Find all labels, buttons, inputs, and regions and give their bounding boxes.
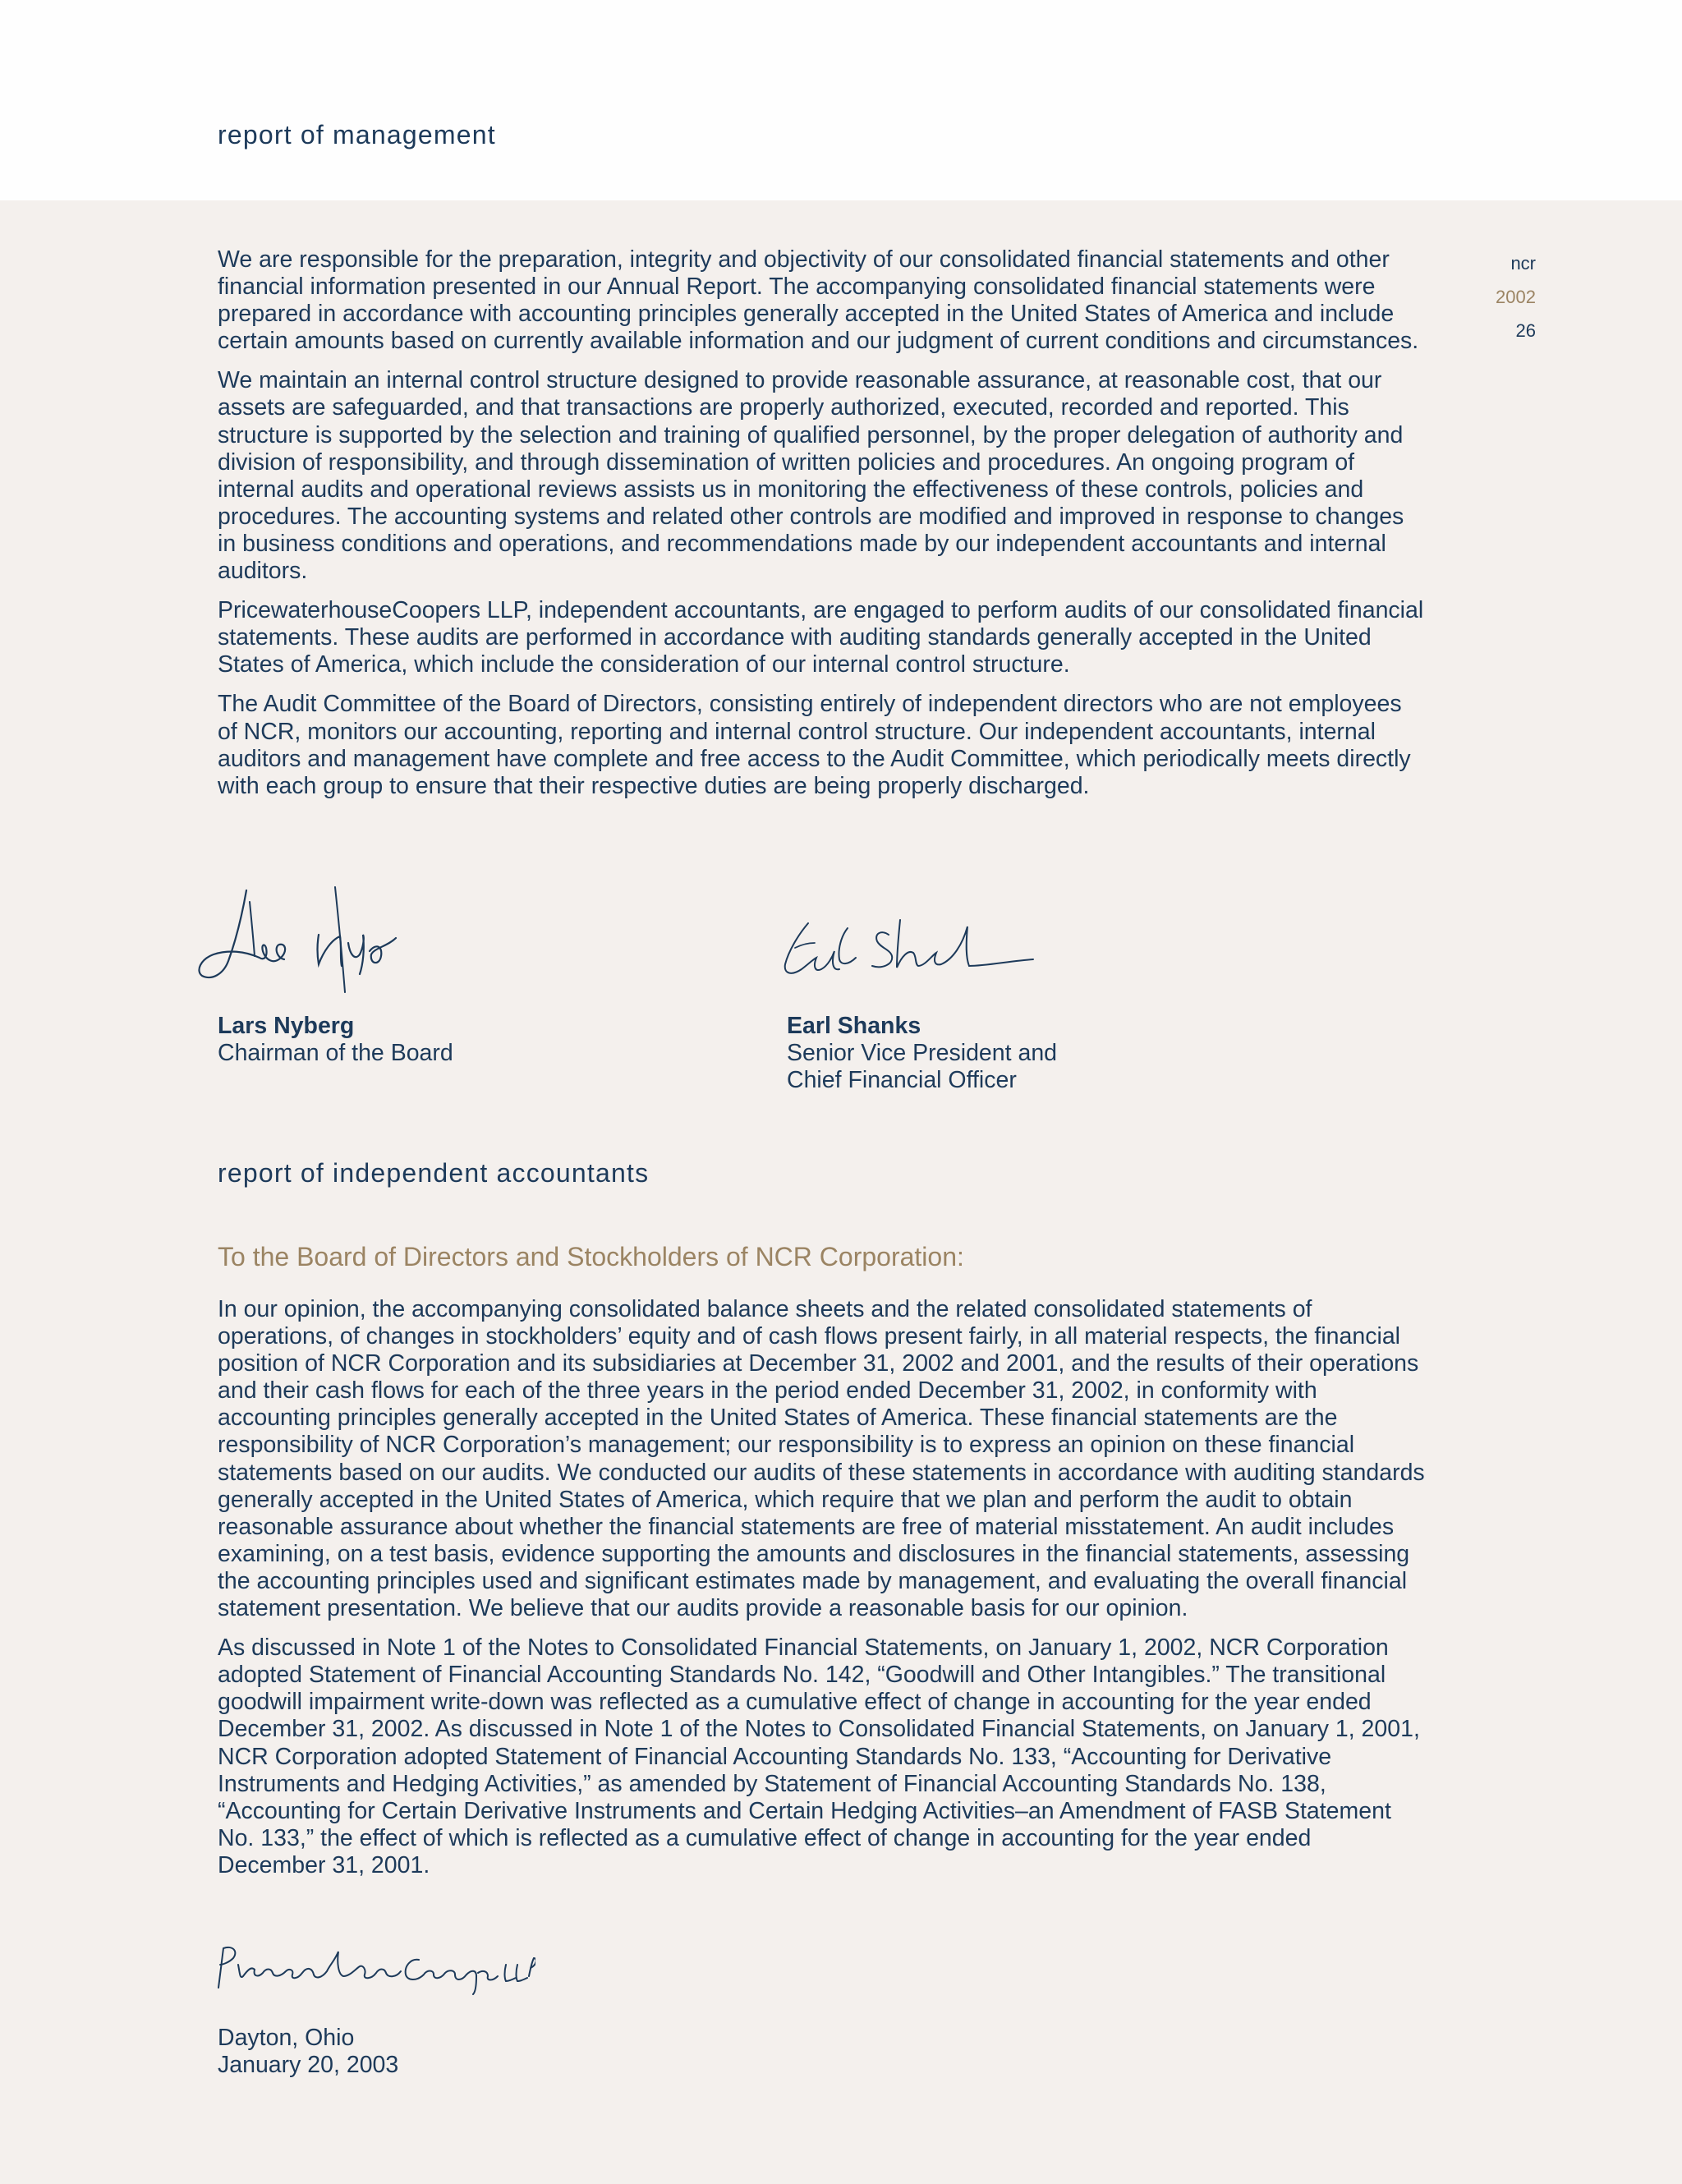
signer-title: Senior Vice President and [787,1040,1058,1067]
salutation: To the Board of Directors and Stockholders of NCR Corporation: [218,1242,964,1271]
page-number: 26 [1515,320,1536,341]
header-band [0,0,1682,200]
signer-title: Chairman of the Board [218,1040,453,1067]
signature-pwc [215,1940,535,1998]
signer-name: Earl Shanks [787,1013,921,1039]
paragraph: We are responsible for the preparation, integrity and objectivity of our consolidated financial statements and other financial information presented in our Annual Report. The accompanying consolidated financial statements were prepared in accordance with accounting principles generally accepted in the United States of America and include certain amounts based on currently available information and our judgment of current conditions and circumstances. [218,246,1419,355]
signature-nyberg [195,885,417,1000]
paragraph: We maintain an internal control structure designed to provide reasonable assurance, at reasonable cost, that our assets are safeguarded, and that transactions are properly authorized, executed, recorded and reported. This structure is supported by the selection and training of qualified personnel, by the proper delegation of authority and division of responsibility, and through dissemination of written policies and procedures. An ongoing program of internal audits and operational reviews assists us in monitoring the effectiveness of these controls, policies and procedures. The accounting systems and related other controls are modified and improved in response to changes in business conditions and operations, and recommendations made by our independent accountants and internal auditors. [218,367,1404,585]
paragraph: The Audit Committee of the Board of Directors, consisting entirely of independent directors who are not employees of NCR, monitors our accounting, reporting and internal control structure. Our independent accountants, internal auditors and management have complete and free access to the Audit Committee, which periodically meets directly with each group to ensure that their respective duties are being properly discharged. [218,691,1411,799]
page-marker [1496,246,1536,347]
accountants-report-title: report of independent accountants [218,1158,650,1188]
signer-shanks [787,1013,1057,1094]
paragraph: PricewaterhouseCoopers LLP, independent accountants, are engaged to perform audits of our consolidated financial statements. These audits are performed in accordance with auditing standards generally accepted in the United States of America, which include the consideration of our internal control structure. [218,597,1424,678]
report-location-date [218,2025,398,2079]
management-report-title: report of management [218,120,496,149]
paragraph: As discussed in Note 1 of the Notes to Consolidated Financial Statements, on January 1, 2002, NCR Corporation adopted Statement of Financial Accounting Standards No. 142, “Goodwill and Other Intangibles.” The transitional goodwill impairment write-down was reflected as a cumulative effect of change in accounting for the year ended December 31, 2002. As discussed in Note 1 of the Notes to Consolidated Financial Statements, on January 1, 2001, NCR Corporation adopted Statement of Financial Accounting Standards No. 133, “Accounting for Derivative Instruments and Hedging Activities,” as amended by Statement of Financial Accounting Standards No. 138, “Accounting for Certain Derivative Instruments and Certain Hedging Activities–an Amendment of FASB Statement No. 133,” the effect of which is reflected as a cumulative effect of change in accounting for the year ended December 31, 2001. [218,1635,1420,1878]
paragraph: In our opinion, the accompanying consolidated balance sheets and the related consolidated statements of operations, of changes in stockholders’ equity and of cash flows present fairly, in all material respects, the financial position of NCR Corporation and its subsidiaries at December 31, 2002 and 2001, and the results of their operations and their cash flows for each of the three years in the period ended December 31, 2002, in conformity with accounting principles generally accepted in the United States of America. These financial statements are the responsibility of NCR Corporation’s management; our responsibility is to express an opinion on these financial statements based on our audits. We conducted our audits of these statements in accordance with auditing standards generally accepted in the United States of America, which require that we plan and perform the audit to obtain reasonable assurance about whether the financial statements are free of material misstatement. An audit includes examining, on a test basis, evidence supporting the amounts and disclosures in the financial statements, assessing the accounting principles used and significant estimates made by management, and evaluating the overall financial statement presentation. We believe that our audits provide a reasonable basis for our opinion. [218,1296,1425,1622]
signer-title: Chief Financial Officer [787,1067,1017,1094]
brand-label: ncr [1510,253,1536,274]
report-date: January 20, 2003 [218,2052,399,2079]
signature-shanks [780,912,1035,986]
location: Dayton, Ohio [218,2025,355,2051]
accountants-report-body [218,1296,1425,1892]
management-report-body [218,246,1425,812]
signer-name: Lars Nyberg [218,1013,355,1039]
signer-nyberg [218,1013,453,1067]
year-label: 2002 [1496,287,1536,307]
